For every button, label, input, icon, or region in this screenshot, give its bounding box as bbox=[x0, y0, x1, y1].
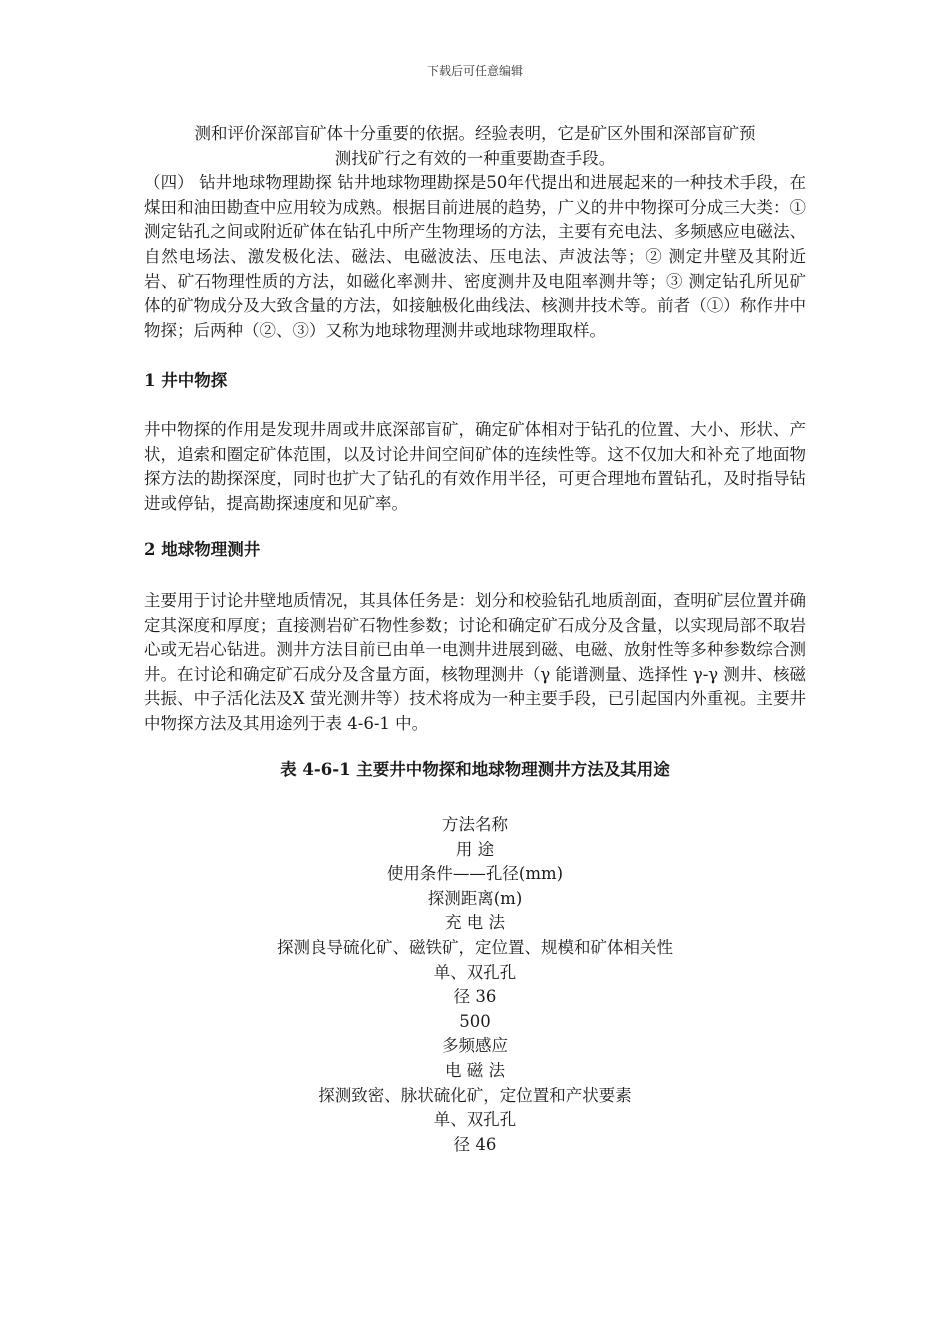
table-cell: 探测距离(m) bbox=[427, 888, 523, 908]
table-cell: 径 46 bbox=[453, 1134, 497, 1154]
table-cell: 探测良导硫化矿、磁铁矿，定位置、规模和矿体相关性 bbox=[277, 938, 673, 958]
table-cells bbox=[144, 813, 806, 1157]
intro-line-1: 测和评价深部盲矿体十分重要的依据。经验表明，它是矿区外围和深部盲矿预 bbox=[194, 124, 756, 143]
table-cell: 充 电 法 bbox=[445, 913, 505, 933]
table-cell: 电 磁 法 bbox=[445, 1061, 505, 1080]
header-note: 下载后可任意编辑 bbox=[426, 64, 523, 78]
table-cell: 方法名称 bbox=[442, 815, 508, 835]
section2-heading: 2 地球物理测井 bbox=[144, 540, 261, 560]
table-cell: 用 途 bbox=[455, 839, 495, 859]
table-cell: 使用条件——孔径(mm) bbox=[386, 864, 564, 884]
table-title: 表 4-6-1 主要井中物探和地球物理测井方法及其用途 bbox=[280, 760, 670, 780]
section4-paragraph: （四） 钻井地球物理勘探 钻井地球物理勘探是50年代提出和进展起来的一种技术手段，在煤田和油田勘查中应用较为成熟。根据目前进展的趋势，广义的井中物探可分成三大类：① 测定钻孔之间或附近矿体在钻孔中所产生物理场的方法，主要有充电法、多频感应电磁法、自然电场法、激发极化法、磁法、电磁波法、压电法、声波法等；② 测定井壁及其附近岩、矿石物理性质的方法，如磁化率测井、密度测井及电阻率测井等；③ 测定钻孔所见矿体的矿物成分及大致含量的方法，如接触极化曲线法、核测井技术等。前者（①）称作井中物探；后两种（②、③）又称为地球物理测井或地球物理取样。 bbox=[144, 173, 806, 340]
table-cell: 多频感应 bbox=[442, 1036, 508, 1056]
table-cell: 探测致密、脉状硫化矿，定位置和产状要素 bbox=[318, 1085, 632, 1105]
table-cell: 单、双孔孔 bbox=[433, 962, 517, 982]
table-cell: 径 36 bbox=[453, 987, 497, 1007]
section2-paragraph: 主要用于讨论井壁地质情况，其具体任务是：划分和校验钻孔地质剖面，查明矿层位置并确定其深度和厚度；直接测岩矿石物性参数；讨论和确定矿石成分及含量，以实现局部不取岩心或无岩心钻进。测井方法目前已由单一电测井进展到磁、电磁、放射性等多种参数综合测井。在讨论和确定矿石成分及含量方面，核物理测井（γ 能谱测量、选择性 γ-γ 测井、核磁共振、中子活化法及X 萤光测井等）技术将成为一种主要手段，已引起国内外重视。主要井中物探方法及其用途列于表 4-6-1 中。 bbox=[144, 590, 806, 733]
table-cell: 单、双孔孔 bbox=[433, 1110, 517, 1130]
intro-line-2: 测找矿行之有效的一种重要勘查手段。 bbox=[334, 148, 616, 168]
section1-paragraph: 井中物探的作用是发现井周或井底深部盲矿，确定矿体相对于钻孔的位置、大小、形状、产状，追索和圈定矿体范围，以及讨论井间空间矿体的连续性等。这不仅加大和补充了地面物探方法的勘探深度，同时也扩大了钻孔的有效作用半径，可更合理地布置钻孔，及时指导钻进或停钻，提高勘探速度和见矿率。 bbox=[144, 419, 806, 513]
table-cell: 500 bbox=[459, 1011, 491, 1031]
section1-heading: 1 井中物探 bbox=[144, 371, 228, 391]
document-body bbox=[144, 122, 806, 1157]
